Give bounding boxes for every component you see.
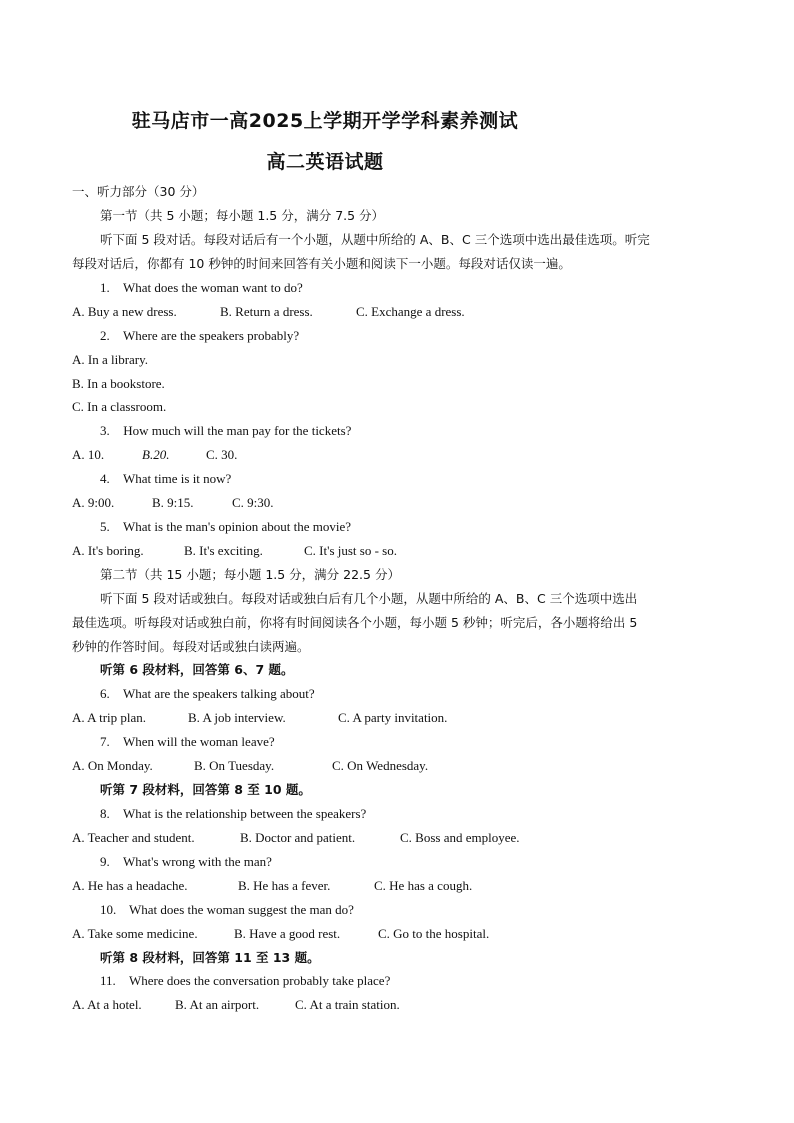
option-a: A. 9:00. xyxy=(72,495,115,510)
option-b: B. On Tuesday. xyxy=(194,758,275,773)
question-number: 1. xyxy=(100,280,110,295)
option-a: A. Buy a new dress. xyxy=(72,304,177,319)
option-b: B. It's exciting. xyxy=(184,543,263,558)
question-2-option-b: B. In a bookstore. xyxy=(72,376,165,391)
section1-instructions-line2: 每段对话后，你都有 10 秒钟的时间来回答有关小题和阅读下一小题。每段对话仅读一遍。 xyxy=(72,256,571,271)
question-5-options xyxy=(72,543,397,559)
question-number: 4. xyxy=(100,471,110,486)
question-1 xyxy=(100,280,303,296)
question-11-options xyxy=(72,997,400,1013)
question-text: What are the speakers talking about? xyxy=(123,686,315,701)
option-a: A. On Monday. xyxy=(72,758,153,773)
option-c: C. He has a cough. xyxy=(374,878,473,893)
option-c: C. Boss and employee. xyxy=(400,830,520,845)
question-8 xyxy=(100,806,366,822)
section1-instructions-line1: 听下面 5 段对话。每段对话后有一个小题，从题中所给的 A、B、C 三个选项中选出最佳选项。听完 xyxy=(100,232,650,247)
question-8-options xyxy=(72,830,520,846)
question-9 xyxy=(100,854,272,870)
option-c: C. Exchange a dress. xyxy=(356,304,465,319)
question-2 xyxy=(100,328,299,344)
question-10 xyxy=(100,902,354,918)
section2-heading: 第二节（共 15 小题；每小题 1.5 分，满分 22.5 分） xyxy=(100,567,400,582)
question-number: 11. xyxy=(100,973,116,988)
question-text: Where are the speakers probably? xyxy=(123,328,300,343)
question-5 xyxy=(100,519,351,535)
material-7-heading: 听第 7 段材料，回答第 8 至 10 题。 xyxy=(100,782,311,797)
question-text: What time is it now? xyxy=(123,471,232,486)
question-text: How much will the man pay for the tickets? xyxy=(123,423,352,438)
option-a: A. 10. xyxy=(72,447,105,462)
question-text: What does the woman suggest the man do? xyxy=(129,902,354,917)
option-b: B.20. xyxy=(142,447,170,462)
question-6-options xyxy=(72,710,447,726)
question-2-option-a: A. In a library. xyxy=(72,352,149,367)
question-6 xyxy=(100,686,315,702)
option-b: B. Return a dress. xyxy=(220,304,313,319)
option-a: A. At a hotel. xyxy=(72,997,142,1012)
question-text: Where does the conversation probably take place? xyxy=(129,973,391,988)
section2-instructions-line2: 最佳选项。听每段对话或独白前，你将有时间阅读各个小题，每小题 5 秒钟；听完后，各小题将给出 5 xyxy=(72,615,638,630)
question-2-option-c: C. In a classroom. xyxy=(72,399,167,414)
material-6-heading: 听第 6 段材料，回答第 6、7 题。 xyxy=(100,662,294,677)
option-b: B. He has a fever. xyxy=(238,878,331,893)
option-c: C. On Wednesday. xyxy=(332,758,429,773)
option-c: C. It's just so - so. xyxy=(304,543,397,558)
option-a: A. He has a headache. xyxy=(72,878,188,893)
question-number: 7. xyxy=(100,734,110,749)
option-a: A. A trip plan. xyxy=(72,710,147,725)
question-number: 10. xyxy=(100,902,117,917)
question-7-options xyxy=(72,758,428,774)
section2-instructions-line1: 听下面 5 段对话或独白。每段对话或独白后有几个小题，从题中所给的 A、B、C 三个选项中选出 xyxy=(100,591,638,606)
question-3 xyxy=(100,423,351,439)
option-a: A. Take some medicine. xyxy=(72,926,198,941)
option-c: C. A party invitation. xyxy=(338,710,448,725)
material-8-heading: 听第 8 段材料，回答第 11 至 13 题。 xyxy=(100,950,320,965)
question-text: What is the relationship between the speakers? xyxy=(123,806,367,821)
question-1-options xyxy=(72,304,465,320)
question-4-options xyxy=(72,495,274,511)
question-7 xyxy=(100,734,275,750)
option-b: B. At an airport. xyxy=(175,997,260,1012)
section2-instructions-line3: 秒钟的作答时间。每段对话或独白读两遍。 xyxy=(72,639,310,654)
section1-heading: 第一节（共 5 小题；每小题 1.5 分，满分 7.5 分） xyxy=(100,208,385,223)
question-4 xyxy=(100,471,231,487)
question-number: 8. xyxy=(100,806,110,821)
option-b: B. Doctor and patient. xyxy=(240,830,356,845)
option-c: C. 9:30. xyxy=(232,495,274,510)
question-number: 3. xyxy=(100,423,110,438)
question-text: What does the woman want to do? xyxy=(123,280,303,295)
part1-heading: 一、听力部分（30 分） xyxy=(72,184,205,199)
question-number: 5. xyxy=(100,519,110,534)
exam-subtitle: 高二英语试题 xyxy=(266,151,384,173)
question-text: What's wrong with the man? xyxy=(123,854,272,869)
question-9-options xyxy=(72,878,472,894)
question-number: 6. xyxy=(100,686,110,701)
question-number: 2. xyxy=(100,328,110,343)
exam-title: 驻马店市一高2025上学期开学学科素养测试 xyxy=(131,110,519,132)
question-3-options xyxy=(72,447,237,463)
option-b: B. 9:15. xyxy=(152,495,194,510)
option-a: A. Teacher and student. xyxy=(72,830,195,845)
question-text: When will the woman leave? xyxy=(123,734,275,749)
question-10-options xyxy=(72,926,489,942)
question-number: 9. xyxy=(100,854,110,869)
option-c: C. 30. xyxy=(206,447,238,462)
option-b: B. A job interview. xyxy=(188,710,286,725)
option-c: C. Go to the hospital. xyxy=(378,926,490,941)
question-text: What is the man's opinion about the movie? xyxy=(123,519,352,534)
option-c: C. At a train station. xyxy=(295,997,400,1012)
option-b: B. Have a good rest. xyxy=(234,926,341,941)
option-a: A. It's boring. xyxy=(72,543,144,558)
question-11 xyxy=(100,973,390,989)
